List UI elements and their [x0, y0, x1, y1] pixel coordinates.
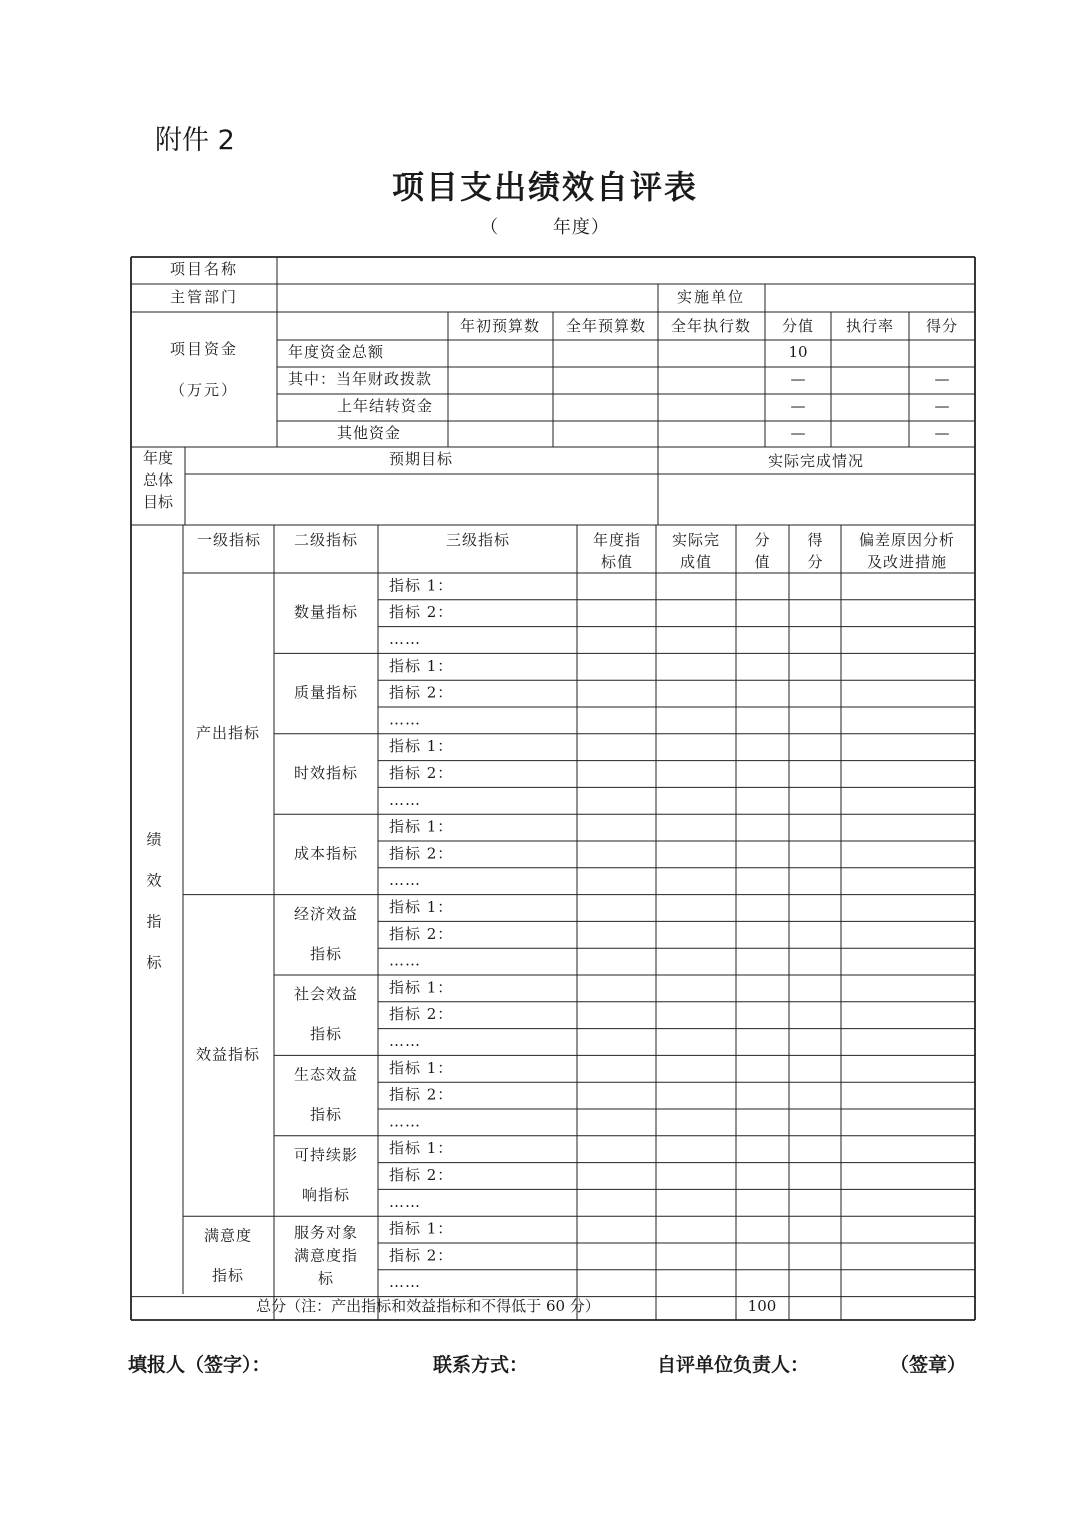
- fund-column-header: 全年执行数: [670, 317, 752, 335]
- level3-item: ……: [389, 790, 421, 809]
- level2-category: 时效指标: [293, 764, 359, 782]
- fund-column-header: 分值: [781, 317, 815, 335]
- funds-unit-label: （万元）: [169, 381, 239, 399]
- fund-score-value: —: [790, 370, 806, 388]
- level3-item: ……: [389, 1112, 421, 1131]
- level3-item: 指标 1：: [389, 978, 454, 997]
- level3-item: 指标 2：: [389, 764, 454, 782]
- deviation-header: 偏差原因分析: [858, 531, 956, 549]
- actual-value-header: 实际完: [671, 531, 721, 549]
- performance-indicator-label: 标: [146, 953, 162, 972]
- level3-item: ……: [389, 1273, 421, 1292]
- fund-column-header: 得分: [925, 317, 959, 335]
- actual-completion-header: 实际完成情况: [767, 452, 865, 470]
- level3-item: ……: [389, 951, 421, 970]
- department-label: 主管部门: [169, 288, 239, 306]
- annual-target-header: 年度指: [592, 531, 642, 549]
- level3-item: 指标 2：: [389, 1246, 454, 1265]
- level2-category: 可持续影: [293, 1146, 359, 1164]
- fund-points-value: —: [934, 424, 950, 442]
- performance-indicator-label: 效: [146, 871, 162, 890]
- level2-category: 数量指标: [293, 603, 359, 622]
- contact-label: 联系方式：: [433, 1354, 529, 1376]
- level3-item: 指标 1：: [389, 576, 454, 595]
- level2-category: 质量指标: [293, 683, 359, 702]
- level2-category: 标: [317, 1269, 335, 1288]
- form-title: 项目支出绩效自评表: [391, 168, 698, 206]
- fund-row-label: 年度资金总额: [288, 343, 385, 361]
- level3-item: ……: [389, 1032, 421, 1050]
- attachment-label: 附件 2: [155, 125, 235, 156]
- level3-header: 三级指标: [445, 531, 511, 549]
- fund-row-label: 其他资金: [337, 424, 402, 442]
- level2-category: 社会效益: [293, 985, 359, 1004]
- score-header: 值: [754, 553, 770, 571]
- score-header: 分: [754, 531, 770, 549]
- annual-goal-label: 年度: [142, 449, 174, 467]
- level2-category: 经济效益: [293, 904, 359, 923]
- level1-category: 指标: [211, 1266, 245, 1285]
- points-header: 分: [807, 553, 823, 571]
- responsible-person-label: 自评单位负责人：: [657, 1354, 810, 1376]
- level3-item: 指标 1：: [389, 656, 454, 675]
- level3-item: ……: [389, 630, 421, 648]
- level3-item: 指标 1：: [389, 817, 454, 836]
- expected-goal-header: 预期目标: [388, 450, 454, 468]
- deviation-header: 及改进措施: [866, 553, 948, 571]
- level3-item: 指标 2：: [389, 844, 454, 863]
- fund-points-value: —: [934, 397, 950, 415]
- filler-signature-label: 填报人（签字）：: [128, 1354, 271, 1376]
- level2-category: 成本指标: [293, 844, 359, 863]
- level3-item: 指标 1：: [389, 1219, 454, 1238]
- fund-score-value: —: [790, 397, 806, 415]
- level1-header: 一级指标: [196, 531, 262, 549]
- seal-label: （签章）: [890, 1354, 967, 1376]
- year-line: （ 年度）: [480, 217, 610, 238]
- points-header: 得: [807, 531, 823, 549]
- level2-category: 指标: [309, 1025, 343, 1044]
- performance-indicator-label: 指: [146, 912, 162, 931]
- level3-item: 指标 1：: [389, 1139, 454, 1158]
- level2-category: 指标: [309, 944, 343, 963]
- total-score-label: 总分（注：产出指标和效益指标和不得低于 60 分）: [256, 1297, 600, 1315]
- level3-item: 指标 2：: [389, 683, 454, 702]
- performance-indicator-label: 绩: [146, 830, 162, 849]
- level3-item: 指标 2：: [389, 1166, 454, 1184]
- level2-category: 指标: [309, 1105, 343, 1124]
- annual-target-header: 标值: [600, 553, 634, 571]
- level3-item: 指标 1：: [389, 737, 454, 756]
- level3-item: ……: [389, 710, 421, 729]
- level2-header: 二级指标: [293, 531, 359, 549]
- level2-category: 响指标: [301, 1186, 351, 1204]
- level1-category: 满意度: [203, 1226, 253, 1245]
- total-score-value: 100: [747, 1297, 777, 1315]
- fund-row-label: 其中：当年财政拨款: [288, 370, 433, 388]
- fund-column-header: 执行率: [845, 317, 895, 335]
- level2-category: 满意度指: [293, 1246, 359, 1265]
- fund-row-label: 上年结转资金: [337, 397, 434, 415]
- level3-item: ……: [389, 1192, 421, 1211]
- fund-column-header: 年初预算数: [459, 317, 541, 335]
- actual-value-header: 成值: [679, 553, 713, 571]
- level1-category: 效益指标: [195, 1045, 261, 1064]
- project-name-label: 项目名称: [169, 260, 239, 278]
- level3-item: 指标 1：: [389, 1058, 454, 1077]
- annual-goal-label: 目标: [142, 493, 174, 511]
- level3-item: 指标 2：: [389, 1005, 454, 1024]
- level3-item: 指标 2：: [389, 924, 454, 943]
- fund-score-value: —: [790, 424, 806, 442]
- fund-column-header: 全年预算数: [565, 317, 647, 335]
- annual-goal-label: 总体: [142, 471, 174, 489]
- level3-item: ……: [389, 871, 421, 890]
- project-funds-label: 项目资金: [169, 340, 239, 358]
- level1-category: 产出指标: [195, 723, 261, 742]
- level3-item: 指标 1：: [389, 898, 454, 916]
- fund-points-value: —: [934, 370, 950, 388]
- level2-category: 服务对象: [293, 1223, 359, 1242]
- level2-category: 生态效益: [293, 1065, 359, 1084]
- implementing-unit-label: 实施单位: [676, 288, 746, 306]
- fund-score-value: 10: [788, 343, 808, 361]
- level3-item: 指标 2：: [389, 603, 454, 622]
- level3-item: 指标 2：: [389, 1085, 454, 1104]
